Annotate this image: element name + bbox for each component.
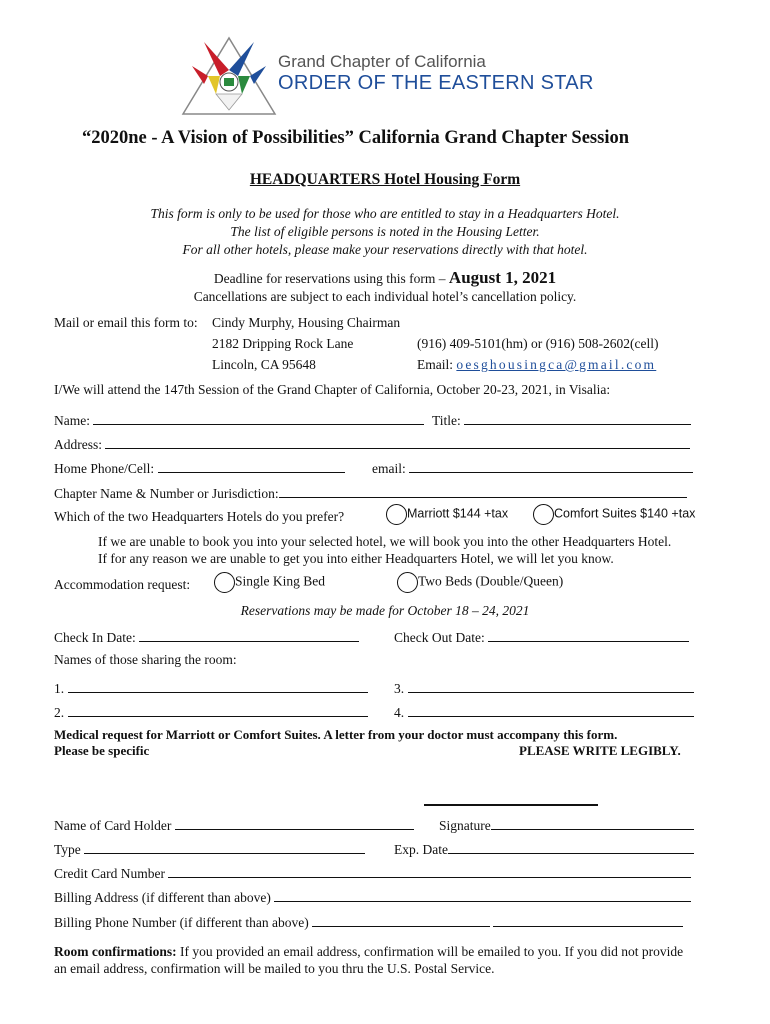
phone-row (54, 458, 345, 477)
share-name-2-field[interactable] (68, 702, 368, 717)
mail-contact-name: Cindy Murphy, Housing Chairman (212, 315, 401, 330)
card-holder-field[interactable] (175, 815, 414, 830)
address-field[interactable] (105, 434, 690, 449)
billing-phone-field-2[interactable] (493, 912, 683, 927)
billing-address-field[interactable] (274, 887, 691, 902)
share-name-1-field[interactable] (68, 678, 368, 693)
share-name-3-field[interactable] (408, 678, 694, 693)
title-label: Title: (432, 413, 461, 428)
org-name-line1: Grand Chapter of California (278, 52, 486, 71)
please-be-specific: Please be specific (54, 743, 150, 758)
check-in-row (54, 627, 359, 646)
check-out-label: Check Out Date: (394, 630, 485, 645)
attendance-statement: I/We will attend the 147th Session of the Grand Chapter of California, October 20-23, 2021, in Visalia: (54, 382, 611, 397)
medical-request-note: Medical request for Marriott or Comfort Suites. A letter from your doctor must accompany this form. (54, 727, 618, 742)
intro-line-2: The list of eligible persons is noted in the Housing Letter. (230, 224, 540, 239)
confirmation-line-1 (54, 944, 683, 960)
chapter-label: Chapter Name & Number or Jurisdiction: (54, 486, 279, 501)
billing-address-row (54, 887, 691, 906)
signature-label: Signature (439, 818, 491, 833)
comfort-suites-option[interactable] (533, 504, 695, 525)
check-in-label: Check In Date: (54, 630, 136, 645)
confirmation-label: Room confirmations: (54, 944, 177, 959)
medical-signature-line[interactable] (424, 788, 598, 806)
form-subtitle: HEADQUARTERS Hotel Housing Form (249, 171, 521, 188)
intro-line-3: For all other hotels, please make your reservations directly with that hotel. (182, 242, 588, 257)
comfort-suites-label: Comfort Suites $140 +tax (554, 506, 696, 521)
title-field[interactable] (464, 410, 691, 425)
two-beds-radio[interactable] (397, 572, 418, 593)
mail-phone: (916) 409-5101(hm) or (916) 508-2602(cell) (417, 336, 659, 351)
deadline-prefix: Deadline for reservations using this form – (213, 271, 446, 286)
check-in-field[interactable] (139, 627, 359, 642)
email-field[interactable] (409, 458, 693, 473)
two-beds-label: Two Beds (Double/Queen) (418, 573, 564, 589)
mail-email-row (417, 357, 656, 373)
chapter-row (54, 483, 687, 502)
marriott-label: Marriott $144 +tax (407, 506, 509, 521)
share-row-4 (394, 702, 694, 721)
email-field-label: email: (372, 461, 406, 476)
credit-card-field[interactable] (168, 863, 691, 878)
intro-line-1: This form is only to be used for those who are entitled to stay in a Headquarters Hotel. (150, 206, 620, 221)
home-phone-field[interactable] (158, 458, 345, 473)
share-number-1: 1. (54, 681, 65, 696)
chapter-field[interactable] (279, 483, 687, 498)
email-label: Email: (417, 357, 453, 372)
two-beds-option[interactable] (397, 572, 563, 593)
email-link[interactable]: oesghousingca@gmail.com (456, 357, 657, 372)
card-type-row (54, 839, 365, 858)
single-king-label: Single King Bed (235, 573, 325, 589)
billing-address-label: Billing Address (if different than above) (54, 890, 271, 905)
name-row (54, 410, 424, 429)
exp-date-label: Exp. Date (394, 842, 448, 857)
name-label: Name: (54, 413, 90, 428)
confirmation-text-2: an email address, confirmation will be mailed to you thru the U.S. Postal Service. (54, 961, 495, 976)
card-holder-label: Name of Card Holder (54, 818, 172, 833)
share-row-3 (394, 678, 694, 697)
reservation-dates-note: Reservations may be made for October 18 – 24, 2021 (240, 603, 530, 618)
share-name-4-field[interactable] (408, 702, 694, 717)
accommodation-label: Accommodation request: (54, 577, 191, 592)
sharing-label: Names of those sharing the room: (54, 652, 237, 667)
share-number-3: 3. (394, 681, 405, 696)
check-out-field[interactable] (488, 627, 689, 642)
confirmation-text-1: If you provided an email address, confirmation will be emailed to you. If you did not provide (179, 944, 684, 959)
address-label: Address: (54, 437, 102, 452)
home-phone-label: Home Phone/Cell: (54, 461, 155, 476)
name-field[interactable] (93, 410, 424, 425)
exp-date-row (394, 839, 694, 858)
hotel-question: Which of the two Headquarters Hotels do you prefer? (54, 509, 345, 524)
mail-label: Mail or email this form to: (54, 315, 198, 330)
marriott-option[interactable] (386, 504, 508, 525)
billing-phone-field[interactable] (312, 912, 490, 927)
cancellation-policy: Cancellations are subject to each individual hotel’s cancellation policy. (193, 289, 577, 304)
address-row (54, 434, 690, 453)
share-row-2 (54, 702, 368, 721)
card-holder-row (54, 815, 414, 834)
credit-card-row (54, 863, 691, 882)
check-out-row (394, 627, 689, 646)
share-number-4: 4. (394, 705, 405, 720)
unable-note-2: If for any reason we are unable to get you into either Headquarters Hotel, we will let you know. (98, 551, 614, 566)
deadline-line (0, 268, 770, 288)
deadline-date: August 1, 2021 (448, 268, 557, 287)
comfort-suites-radio[interactable] (533, 504, 554, 525)
mail-street: 2182 Dripping Rock Lane (212, 336, 354, 351)
unable-note-1: If we are unable to book you into your selected hotel, we will book you into the other Headquarters Hotel. (98, 534, 672, 549)
card-type-field[interactable] (84, 839, 365, 854)
org-name-line2: ORDER OF THE EASTERN STAR (278, 72, 594, 94)
title-row (432, 410, 691, 429)
marriott-radio[interactable] (386, 504, 407, 525)
single-king-option[interactable] (214, 572, 325, 593)
billing-phone-label: Billing Phone Number (if different than above) (54, 915, 309, 930)
share-number-2: 2. (54, 705, 65, 720)
share-row-1 (54, 678, 368, 697)
signature-row (439, 815, 694, 834)
billing-phone-row (54, 912, 683, 931)
write-legibly-note: PLEASE WRITE LEGIBLY. (519, 743, 681, 758)
email-row (372, 458, 693, 477)
exp-date-field[interactable] (448, 839, 694, 854)
single-king-radio[interactable] (214, 572, 235, 593)
credit-card-label: Credit Card Number (54, 866, 165, 881)
page-title: “2020ne - A Vision of Possibilities” California Grand Chapter Session (82, 128, 630, 148)
mail-city: Lincoln, CA 95648 (212, 357, 316, 372)
eastern-star-logo (180, 36, 278, 116)
card-type-label: Type (54, 842, 81, 857)
signature-field[interactable] (491, 815, 694, 830)
